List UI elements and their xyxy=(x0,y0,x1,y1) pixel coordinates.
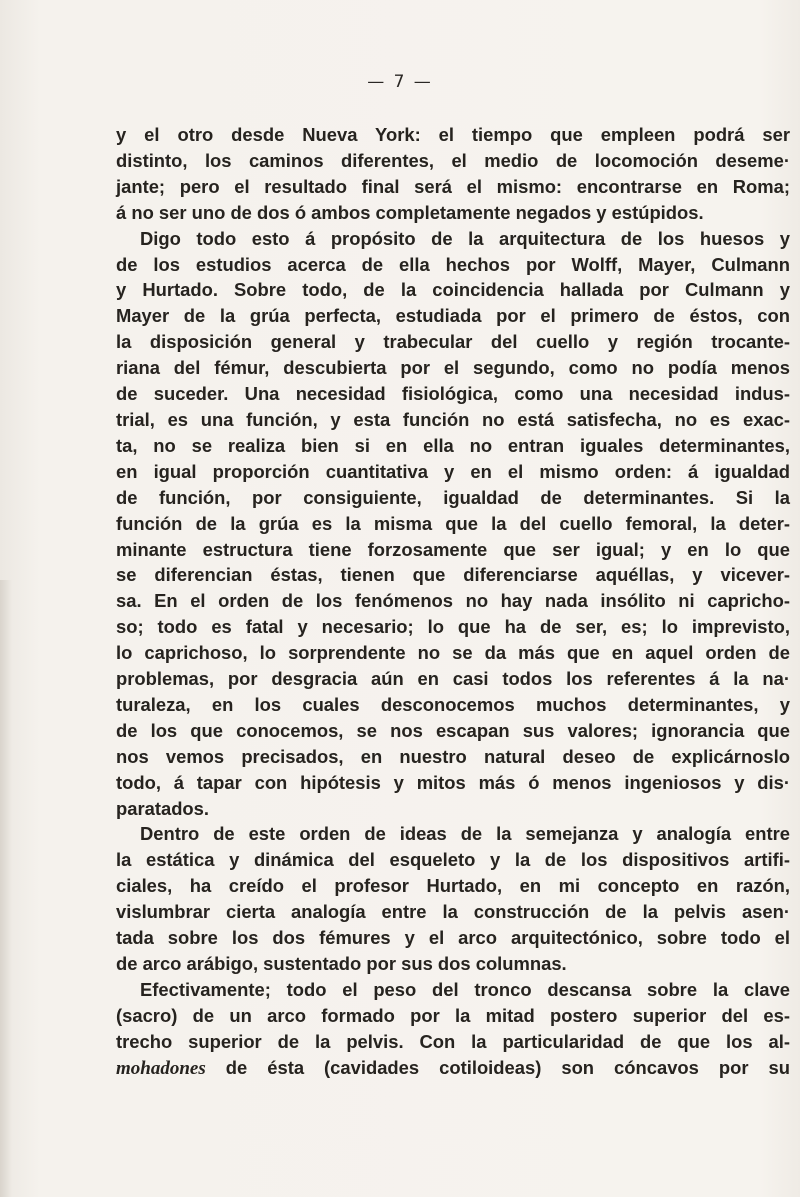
text-line: la estática y dinámica del esqueleto y la de los dispositivos artifi- xyxy=(116,849,790,871)
text-line: distinto, los caminos diferentes, el medio de locomoción deseme· xyxy=(116,149,790,171)
text-line: trial, es una función, y esta función no está satisfecha, no es exac- xyxy=(116,408,790,430)
text-line: Digo todo esto á propósito de la arquitectura de los huesos y xyxy=(140,227,790,249)
text-line: de suceder. Una necesidad fisiológica, como una necesidad indus- xyxy=(116,383,790,405)
text-line: ta, no se realiza bien si en ella no entran iguales determinantes, xyxy=(116,434,790,456)
text-line: la disposición general y trabecular del cuello y región trocante- xyxy=(116,331,790,353)
text-line-final xyxy=(116,1055,790,1081)
italic-word: mohadones xyxy=(116,1057,206,1079)
text-line: Efectivamente; todo el peso del tronco descansa sobre la clave xyxy=(140,978,790,1000)
text-line: problemas, por desgracia aún en casi todos los referentes á la na· xyxy=(116,668,790,690)
text-line: todo, á tapar con hipótesis y mitos más ó menos ingeniosos y dis· xyxy=(116,771,790,793)
text-line: (sacro) de un arco formado por la mitad postero superior del es- xyxy=(116,1004,790,1026)
text-line: en igual proporción cuantitativa y en el mismo orden: á igualdad xyxy=(116,460,790,482)
text-line: función de la grúa es la misma que la del cuello femoral, la deter- xyxy=(116,512,790,534)
text-line: tada sobre los dos fémures y el arco arquitectónico, sobre todo el xyxy=(116,927,790,949)
body-text xyxy=(116,122,790,1081)
text-line: á no ser uno de dos ó ambos completamente negados y estúpidos. xyxy=(116,201,704,223)
text-line: de los estudios acerca de ella hechos por Wolff, Mayer, Culmann xyxy=(116,253,790,275)
text-line: jante; pero el resultado final será el mismo: encontrarse en Roma; xyxy=(116,175,790,197)
text-line: vislumbrar cierta analogía entre la construcción de la pelvis asen· xyxy=(116,901,790,923)
text-line: so; todo es fatal y necesario; lo que ha de ser, es; lo imprevisto, xyxy=(116,616,790,638)
text-line: de los que conocemos, se nos escapan sus valores; ignorancia que xyxy=(116,719,790,741)
text-line: ciales, ha creído el profesor Hurtado, en mi concepto en razón, xyxy=(116,875,790,897)
page-number: — 7 — xyxy=(367,72,433,92)
text-line: trecho superior de la pelvis. Con la particularidad de que los al- xyxy=(116,1030,790,1052)
text-line: Mayer de la grúa perfecta, estudiada por el primero de éstos, con xyxy=(116,305,790,327)
text-line: de función, por consiguiente, igualdad de determinantes. Si la xyxy=(116,486,790,508)
text-line: Dentro de este orden de ideas de la semejanza y analogía entre xyxy=(140,823,790,845)
text-line: riana del fémur, descubierta por el segundo, como no podía menos xyxy=(116,357,790,379)
text-line: se diferencian éstas, tienen que diferenciarse aquéllas, y vicever- xyxy=(116,564,790,586)
text-line: y el otro desde Nueva York: el tiempo que empleen podrá ser xyxy=(116,124,790,145)
page-binding-shadow xyxy=(0,580,12,1197)
text-line: sa. En el orden de los fenómenos no hay nada insólito ni capricho- xyxy=(116,590,790,612)
text-line: y Hurtado. Sobre todo, de la coincidencia hallada por Culmann y xyxy=(116,279,790,301)
text-line: minante estructura tiene forzosamente que ser igual; y en lo que xyxy=(116,538,790,560)
text-line-rest: de ésta (cavidades cotiloideas) son cóncavos por su xyxy=(205,1056,790,1078)
text-line: lo caprichoso, lo sorprendente no se da más que en aquel orden de xyxy=(116,642,790,664)
text-line: paratados. xyxy=(116,797,210,819)
text-line: turaleza, en los cuales desconocemos muchos determinantes, y xyxy=(116,693,790,715)
text-line: de arco arábigo, sustentado por sus dos columnas. xyxy=(116,953,567,974)
text-line: nos vemos precisados, en nuestro natural deseo de explicárnoslo xyxy=(116,745,790,767)
